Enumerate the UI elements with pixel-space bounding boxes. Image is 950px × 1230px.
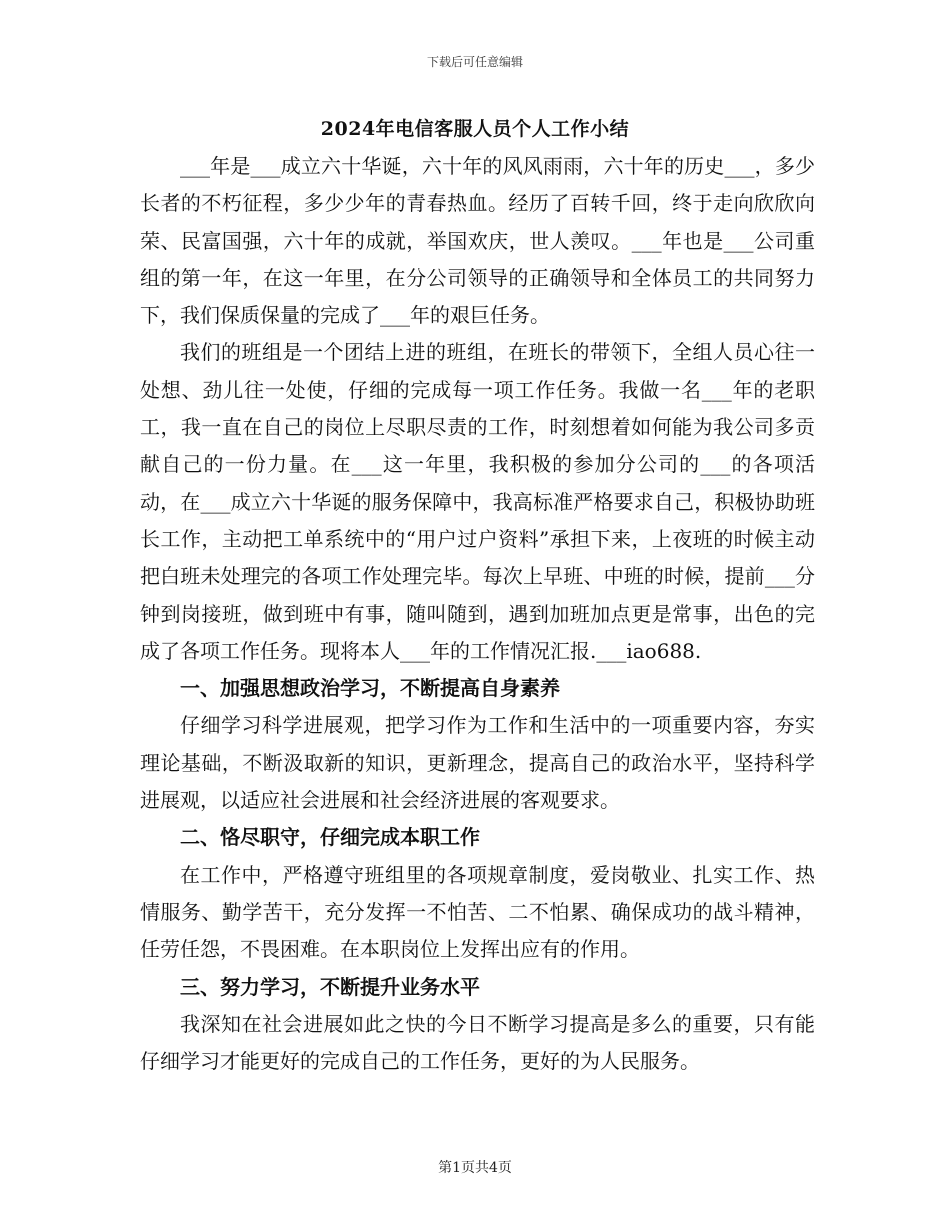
paragraph-team: 我们的班组是一个团结上进的班组，在班长的带领下，全组人员心往一处想、劲儿往一处使，仔细的完成每一项工作任务。我做一名___年的老职工，我一直在自己的岗位上尽职尽责的工作，时刻想着如何能为我公司多贡献自己的一份力量。在___这一年里，我积极的参加分公司的___的各项活动，在___成立六十华诞的服务保障中，我高标准严格要求自己，积极协助班长工作，主动把工单系统中的“用户过户资料”承担下来，上夜班的时候主动把白班未处理完的各项工作处理完毕。每次上早班、中班的时候，提前___分钟到岗接班，做到班中有事，随叫随到，遇到加班加点更是常事，出色的完成了各项工作任务。现将本人___年的工作情况汇报.___iao688. [140,340,815,663]
paragraph-section-2: 在工作中，严格遵守班组里的各项规章制度，爱岗敬业、扎实工作、热情服务、勤学苦干，充分发挥一不怕苦、二不怕累、确保成功的战斗精神，任劳任怨，不畏困难。在本职岗位上发挥出应有的作用。 [140,862,815,962]
section-heading-3: 三、努力学习，不断提升业务水平 [180,974,480,999]
page-header-note: 下载后可任意编辑 [426,55,523,69]
document-title: 2024年电信客服人员个人工作小结 [320,118,630,140]
paragraph-section-3: 我深知在社会进展如此之快的今日不断学习提高是多么的重要，只有能仔细学习才能更好的完成自己的工作任务，更好的为人民服务。 [140,1011,815,1074]
document-body [140,148,815,1080]
page-number-footer: 第1页共4页 [438,1160,512,1176]
section-heading-2: 二、恪尽职守，仔细完成本职工作 [180,825,480,850]
paragraph-intro: ___年是___成立六十华诞，六十年的风风雨雨，六十年的历史___，多少长者的不朽征程，多少少年的青春热血。经历了百转千回，终于走向欣欣向荣、民富国强，六十年的成就，举国欢庆，世人羡叹。___年也是___公司重组的第一年，在这一年里，在分公司领导的正确领导和全体员工的共同努力下，我们保质保量的完成了___年的艰巨任务。 [140,154,815,328]
section-heading-1: 一、加强思想政治学习，不断提高自身素养 [180,676,560,701]
paragraph-section-1: 仔细学习科学进展观，把学习作为工作和生活中的一项重要内容，夯实理论基础，不断汲取新的知识，更新理念，提高自己的政治水平，坚持科学进展观，以适应社会进展和社会经济进展的客观要求。 [140,713,815,813]
